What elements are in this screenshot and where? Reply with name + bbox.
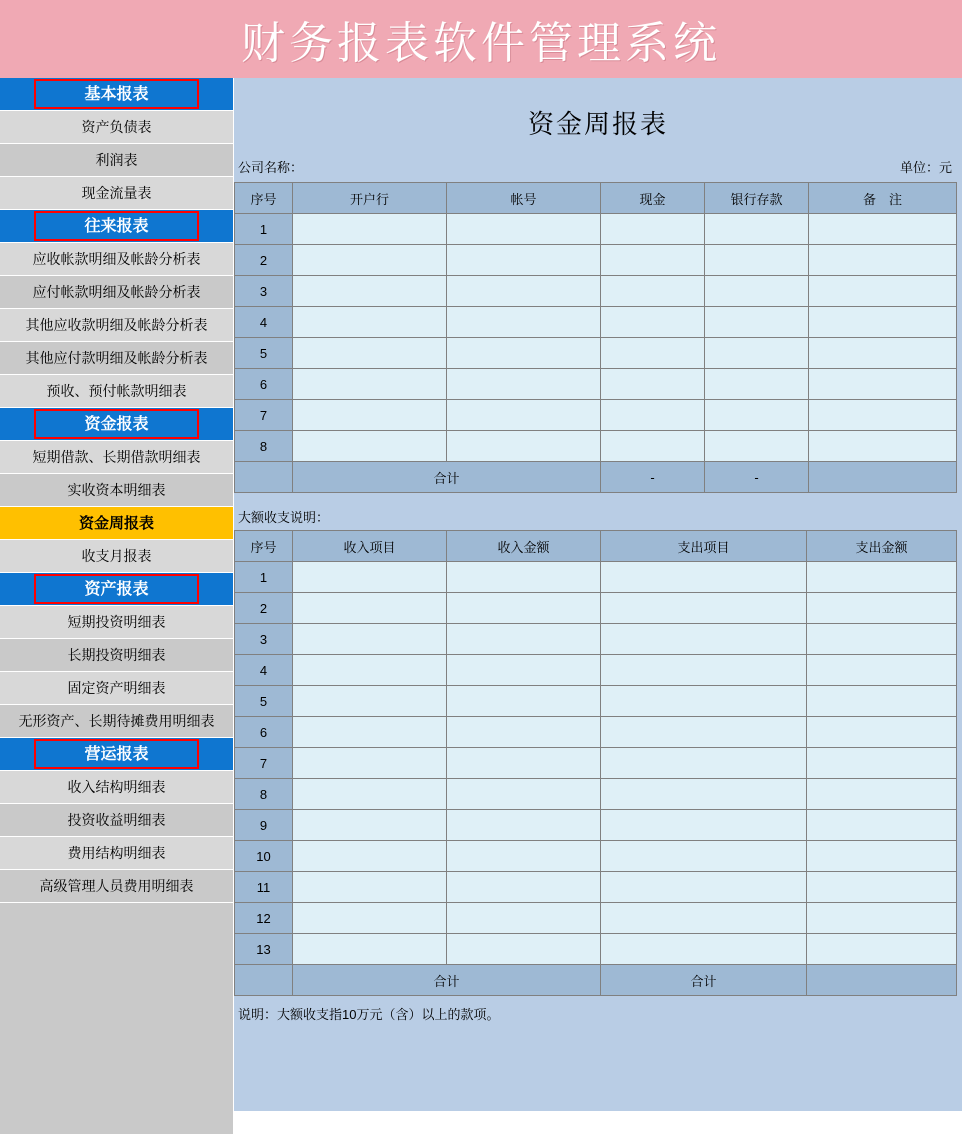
- sidebar-item-basic-reports[interactable]: [0, 78, 233, 111]
- cell-open-bank[interactable]: [293, 431, 447, 462]
- cell-open-bank[interactable]: [293, 245, 447, 276]
- cell-expense-amount[interactable]: [807, 779, 957, 810]
- cell-expense-item[interactable]: [601, 903, 807, 934]
- sidebar-filler: [0, 1101, 233, 1134]
- cell-index: 6: [235, 369, 293, 400]
- cell-index: 11: [235, 872, 293, 903]
- sidebar-item-label: 费用结构明细表: [67, 845, 166, 861]
- cell-expense-amount[interactable]: [807, 748, 957, 779]
- cell-income-item[interactable]: [293, 934, 447, 965]
- cell-income-item[interactable]: [293, 903, 447, 934]
- cell-bank[interactable]: [705, 245, 809, 276]
- sidebar-item-expense-structure[interactable]: [0, 837, 233, 870]
- sidebar-item-label: 预收、预付帐款明细表: [46, 383, 187, 399]
- cell-index: 8: [235, 779, 293, 810]
- sidebar-item-operation-reports[interactable]: [0, 738, 233, 771]
- cell-open-bank[interactable]: [293, 400, 447, 431]
- sidebar-item-label: 现金流量表: [81, 185, 152, 201]
- table-row[interactable]: [235, 338, 957, 369]
- large-amount-table: [234, 530, 957, 996]
- cell-cash[interactable]: [601, 431, 705, 462]
- cell-expense-item[interactable]: [601, 779, 807, 810]
- cell-income-item[interactable]: [293, 748, 447, 779]
- cell-note[interactable]: [809, 307, 957, 338]
- sidebar-item-label: 资金报表: [84, 416, 149, 433]
- table-row[interactable]: [235, 872, 957, 903]
- sidebar-item-label: 资金周报表: [78, 515, 154, 532]
- cell-income-amount[interactable]: [447, 841, 601, 872]
- main-content: [0, 78, 962, 1111]
- sidebar-filler: [0, 903, 233, 936]
- cell-index: 10: [235, 841, 293, 872]
- cell-bank[interactable]: [705, 338, 809, 369]
- col-header-account: 帐号: [447, 183, 601, 214]
- sidebar-item-fund-reports[interactable]: [0, 408, 233, 441]
- cell-open-bank[interactable]: [293, 307, 447, 338]
- col-header-cash: 现金: [601, 183, 705, 214]
- cell-expense-amount[interactable]: [807, 624, 957, 655]
- cell-bank[interactable]: [705, 431, 809, 462]
- cell-bank[interactable]: [705, 400, 809, 431]
- cell-open-bank[interactable]: [293, 338, 447, 369]
- sidebar-item-paid-in-capital-detail[interactable]: [0, 474, 233, 507]
- table-row[interactable]: [235, 400, 957, 431]
- cell-cash[interactable]: [601, 338, 705, 369]
- total-cash: -: [601, 462, 705, 493]
- cell-note[interactable]: [809, 276, 957, 307]
- cell-account[interactable]: [447, 338, 601, 369]
- col-header-bank-deposit: 银行存款: [705, 183, 809, 214]
- cell-expense-item[interactable]: [601, 717, 807, 748]
- sidebar-filler: [0, 1002, 233, 1035]
- sidebar-filler: [0, 1035, 233, 1068]
- cell-note[interactable]: [809, 245, 957, 276]
- page-title: 财务报表软件管理系统: [241, 19, 721, 68]
- cell-income-amount[interactable]: [447, 934, 601, 965]
- cell-cash[interactable]: [601, 245, 705, 276]
- sidebar-item-label: 营运报表: [84, 746, 149, 763]
- table-row[interactable]: [235, 214, 957, 245]
- table-row[interactable]: [235, 624, 957, 655]
- total-spacer: [235, 462, 293, 493]
- cell-income-item[interactable]: [293, 872, 447, 903]
- sidebar-item-income-statement[interactable]: [0, 144, 233, 177]
- col-header-index: 序号: [235, 183, 293, 214]
- cell-income-amount[interactable]: [447, 624, 601, 655]
- total-note: [809, 462, 957, 493]
- cell-income-amount[interactable]: [447, 810, 601, 841]
- sidebar-item-label: 应付帐款明细及帐龄分析表: [32, 284, 201, 300]
- cell-expense-item[interactable]: [601, 686, 807, 717]
- sidebar-item-label: 固定资产明细表: [67, 680, 166, 696]
- table-row[interactable]: [235, 369, 957, 400]
- cell-cash[interactable]: [601, 369, 705, 400]
- cell-note[interactable]: [809, 338, 957, 369]
- cell-expense-item[interactable]: [601, 655, 807, 686]
- cell-index: 2: [235, 245, 293, 276]
- sidebar-item-other-receivables-aging[interactable]: [0, 309, 233, 342]
- sidebar-item-label: 投资收益明细表: [67, 812, 166, 828]
- report-sheet: [234, 78, 962, 1111]
- cell-note[interactable]: [809, 214, 957, 245]
- cell-expense-item[interactable]: [601, 872, 807, 903]
- cell-expense-amount[interactable]: [807, 810, 957, 841]
- total-bank: -: [705, 462, 809, 493]
- table-row[interactable]: [235, 934, 957, 965]
- cell-bank[interactable]: [705, 307, 809, 338]
- cell-index: 5: [235, 338, 293, 369]
- cell-income-amount[interactable]: [447, 562, 601, 593]
- sidebar-item-label: 往来报表: [84, 218, 149, 235]
- cell-income-amount[interactable]: [447, 903, 601, 934]
- sidebar-item-long-term-investment[interactable]: [0, 639, 233, 672]
- cell-income-item[interactable]: [293, 686, 447, 717]
- sidebar-item-label: 高级管理人员费用明细表: [39, 878, 194, 894]
- cell-income-amount[interactable]: [447, 779, 601, 810]
- col-header-expense-item: 支出项目: [601, 531, 807, 562]
- sidebar-item-label: 实收资本明细表: [67, 482, 166, 498]
- sidebar-item-other-payables-aging[interactable]: [0, 342, 233, 375]
- sidebar-item-cash-flow-statement[interactable]: [0, 177, 233, 210]
- cell-income-item[interactable]: [293, 717, 447, 748]
- company-name-label: 公司名称：: [238, 160, 304, 175]
- cell-expense-item[interactable]: [601, 562, 807, 593]
- table-total-row: [235, 462, 957, 493]
- col-header-open-bank: 开户行: [293, 183, 447, 214]
- cell-cash[interactable]: [601, 307, 705, 338]
- cell-account[interactable]: [447, 276, 601, 307]
- sidebar-item-asset-reports[interactable]: [0, 573, 233, 606]
- col-header-income-item: 收入项目: [293, 531, 447, 562]
- cell-income-item[interactable]: [293, 624, 447, 655]
- sidebar: [0, 78, 234, 1111]
- table-row[interactable]: [235, 245, 957, 276]
- sidebar-item-revenue-structure[interactable]: [0, 771, 233, 804]
- cell-account[interactable]: [447, 400, 601, 431]
- table-total-row: [235, 965, 957, 996]
- cell-expense-amount[interactable]: [807, 717, 957, 748]
- cell-expense-amount[interactable]: [807, 593, 957, 624]
- table-row[interactable]: [235, 779, 957, 810]
- cell-index: 1: [235, 562, 293, 593]
- cell-note[interactable]: [809, 369, 957, 400]
- cell-income-amount[interactable]: [447, 748, 601, 779]
- report-title: 资金周报表: [527, 109, 668, 139]
- sidebar-item-label: 其他应付款明细及帐龄分析表: [25, 350, 208, 366]
- cell-bank[interactable]: [705, 214, 809, 245]
- cell-income-amount[interactable]: [447, 593, 601, 624]
- cell-index: 1: [235, 214, 293, 245]
- cell-index: 7: [235, 400, 293, 431]
- table-row[interactable]: [235, 562, 957, 593]
- cell-open-bank[interactable]: [293, 369, 447, 400]
- total-label: 合计: [293, 462, 601, 493]
- footnote: 说明：大额收支指10万元（含）以上的款项。: [238, 1007, 500, 1022]
- sidebar-item-label: 短期借款、长期借款明细表: [32, 449, 201, 465]
- cell-account[interactable]: [447, 431, 601, 462]
- cell-index: 2: [235, 593, 293, 624]
- cell-expense-amount[interactable]: [807, 686, 957, 717]
- sidebar-item-label: 收入结构明细表: [67, 779, 166, 795]
- cell-account[interactable]: [447, 307, 601, 338]
- table-row[interactable]: [235, 903, 957, 934]
- sidebar-item-transaction-reports[interactable]: [0, 210, 233, 243]
- table-header-row: [235, 183, 957, 214]
- cell-account[interactable]: [447, 369, 601, 400]
- report-meta: [234, 157, 962, 182]
- fund-balance-table: [234, 182, 957, 493]
- table-row[interactable]: [235, 810, 957, 841]
- sidebar-item-prepaid-advance-detail[interactable]: [0, 375, 233, 408]
- cell-income-item[interactable]: [293, 841, 447, 872]
- table-row[interactable]: [235, 717, 957, 748]
- cell-income-amount[interactable]: [447, 655, 601, 686]
- sidebar-item-label: 无形资产、长期待摊费用明细表: [18, 713, 215, 729]
- cell-note[interactable]: [809, 431, 957, 462]
- sidebar-item-label: 资产负债表: [81, 119, 152, 135]
- table-row[interactable]: [235, 431, 957, 462]
- cell-expense-amount[interactable]: [807, 903, 957, 934]
- sidebar-item-investment-income[interactable]: [0, 804, 233, 837]
- sidebar-item-monthly-income-expense[interactable]: [0, 540, 233, 573]
- cell-index: 4: [235, 307, 293, 338]
- cell-expense-amount[interactable]: [807, 562, 957, 593]
- cell-index: 3: [235, 276, 293, 307]
- cell-income-amount[interactable]: [447, 686, 601, 717]
- sidebar-item-label: 基本报表: [84, 86, 149, 103]
- unit-label: 单位：元: [899, 160, 952, 175]
- cell-income-item[interactable]: [293, 593, 447, 624]
- sidebar-item-intangible-assets[interactable]: [0, 705, 233, 738]
- cell-index: 6: [235, 717, 293, 748]
- table-row[interactable]: [235, 686, 957, 717]
- cell-index: 7: [235, 748, 293, 779]
- sidebar-item-short-term-investment[interactable]: [0, 606, 233, 639]
- cell-open-bank[interactable]: [293, 214, 447, 245]
- sidebar-item-fixed-assets[interactable]: [0, 672, 233, 705]
- total-spacer: [235, 965, 293, 996]
- cell-index: 13: [235, 934, 293, 965]
- cell-cash[interactable]: [601, 276, 705, 307]
- table-row[interactable]: [235, 307, 957, 338]
- cell-expense-item[interactable]: [601, 810, 807, 841]
- cell-expense-amount[interactable]: [807, 655, 957, 686]
- col-header-expense-amount: 支出金额: [807, 531, 957, 562]
- sidebar-item-label: 收支月报表: [81, 548, 152, 564]
- table-row[interactable]: [235, 748, 957, 779]
- cell-expense-amount[interactable]: [807, 934, 957, 965]
- total-expense-amount: [807, 965, 957, 996]
- table-row[interactable]: [235, 593, 957, 624]
- sidebar-item-receivables-aging[interactable]: [0, 243, 233, 276]
- cell-cash[interactable]: [601, 400, 705, 431]
- cell-index: 3: [235, 624, 293, 655]
- cell-account[interactable]: [447, 214, 601, 245]
- sidebar-item-label: 资产报表: [84, 581, 149, 598]
- cell-expense-item[interactable]: [601, 593, 807, 624]
- sidebar-filler: [0, 1068, 233, 1101]
- title-bar: [0, 0, 962, 78]
- table-row[interactable]: [235, 276, 957, 307]
- sidebar-item-label: 短期投资明细表: [67, 614, 166, 630]
- sidebar-item-executive-expense[interactable]: [0, 870, 233, 903]
- cell-index: 4: [235, 655, 293, 686]
- cell-income-amount[interactable]: [447, 717, 601, 748]
- cell-index: 5: [235, 686, 293, 717]
- sidebar-item-label: 长期投资明细表: [67, 647, 166, 663]
- table-header-row: [235, 531, 957, 562]
- sidebar-item-label: 其他应收款明细及帐龄分析表: [25, 317, 208, 333]
- large-amount-section-label: 大额收支说明：: [238, 510, 330, 525]
- cell-income-amount[interactable]: [447, 872, 601, 903]
- cell-bank[interactable]: [705, 369, 809, 400]
- table-row[interactable]: [235, 655, 957, 686]
- col-header-note: 备 注: [809, 183, 957, 214]
- sidebar-item-payables-aging[interactable]: [0, 276, 233, 309]
- cell-index: 8: [235, 431, 293, 462]
- cell-cash[interactable]: [601, 214, 705, 245]
- cell-expense-amount[interactable]: [807, 872, 957, 903]
- col-header-index: 序号: [235, 531, 293, 562]
- sidebar-filler: [0, 936, 233, 969]
- cell-income-item[interactable]: [293, 562, 447, 593]
- sidebar-item-balance-sheet[interactable]: [0, 111, 233, 144]
- sidebar-item-label: 利润表: [95, 152, 138, 168]
- table-row[interactable]: [235, 841, 957, 872]
- sidebar-item-weekly-fund-report[interactable]: [0, 507, 233, 540]
- cell-income-item[interactable]: [293, 810, 447, 841]
- sidebar-filler: [0, 969, 233, 1002]
- cell-index: 12: [235, 903, 293, 934]
- cell-expense-amount[interactable]: [807, 841, 957, 872]
- cell-note[interactable]: [809, 400, 957, 431]
- cell-expense-item[interactable]: [601, 934, 807, 965]
- cell-income-item[interactable]: [293, 655, 447, 686]
- total-label-expense: 合计: [601, 965, 807, 996]
- cell-income-item[interactable]: [293, 779, 447, 810]
- cell-bank[interactable]: [705, 276, 809, 307]
- sidebar-item-loans-detail[interactable]: [0, 441, 233, 474]
- total-label-income: 合计: [293, 965, 601, 996]
- col-header-income-amount: 收入金额: [447, 531, 601, 562]
- cell-open-bank[interactable]: [293, 276, 447, 307]
- cell-expense-item[interactable]: [601, 748, 807, 779]
- cell-expense-item[interactable]: [601, 624, 807, 655]
- sidebar-item-label: 应收帐款明细及帐龄分析表: [32, 251, 201, 267]
- cell-expense-item[interactable]: [601, 841, 807, 872]
- cell-index: 9: [235, 810, 293, 841]
- cell-account[interactable]: [447, 245, 601, 276]
